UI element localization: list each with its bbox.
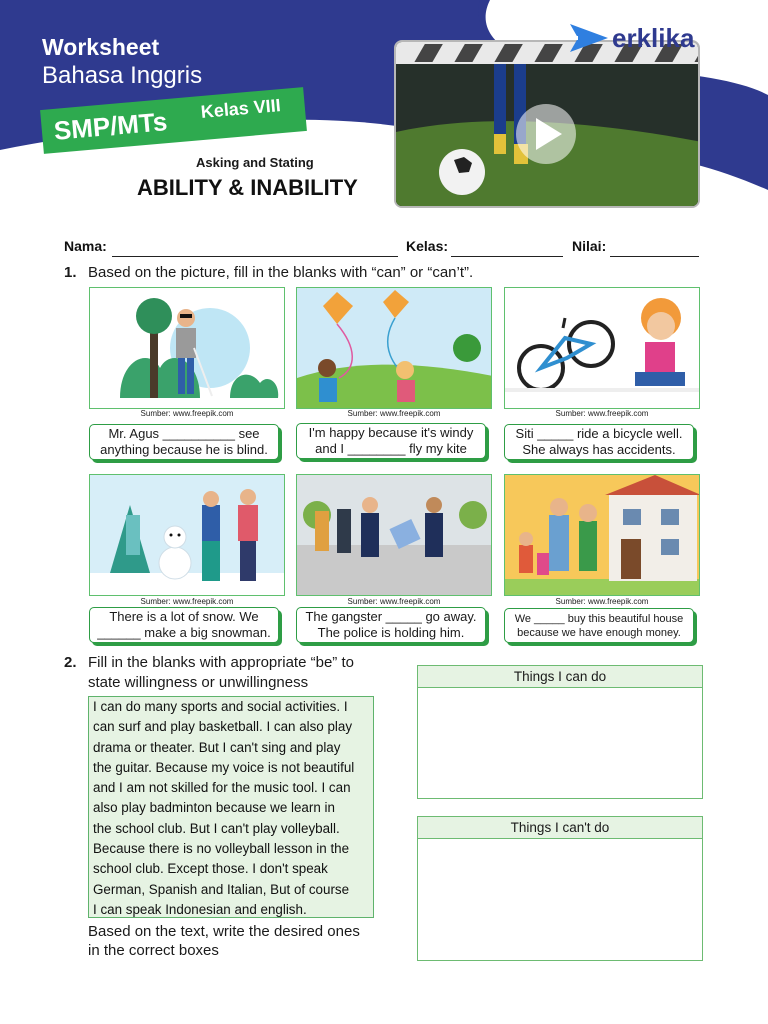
things-i-can-do-box[interactable] [417, 665, 703, 799]
soccer-scene-icon [396, 42, 700, 208]
score-label: Nilai: [572, 238, 607, 254]
picture-kite [296, 287, 492, 409]
picture-source: Sumber: www.freepik.com [140, 597, 234, 606]
brand-logo [564, 18, 694, 58]
caption-blank-1[interactable]: Mr. Agus __________ see anything because he is blind. [89, 424, 279, 460]
family-house-icon [505, 475, 700, 596]
passage-line: and I am not skilled for the music tool. I can [93, 780, 351, 796]
snowman-icon [90, 475, 285, 596]
brand-wordmark: erklika [612, 22, 695, 53]
picture-source: Sumber: www.freepik.com [555, 597, 649, 606]
picture-police [296, 474, 492, 596]
bicycle-accident-icon [505, 288, 700, 409]
picture-source: Sumber: www.freepik.com [347, 409, 441, 418]
passage-line: drama or theater. But I can't sing and play [93, 739, 341, 755]
passage-line: the school club. But I can't play volleyball. [93, 820, 340, 836]
question-2-number: 2. [64, 654, 77, 671]
picture-bicycle [504, 287, 700, 409]
picture-source: Sumber: www.freepik.com [140, 409, 234, 418]
passage-line: also play badminton because we learn in [93, 800, 335, 816]
caption-blank-4[interactable]: There is a lot of snow. We ______ make a big snowman. [89, 607, 279, 643]
subject-title: Bahasa Inggris [42, 62, 203, 89]
passage-line: I can do many sports and social activities. I [93, 699, 348, 714]
question-2-instruction-line1: Fill in the blanks with appropriate “be” to [88, 654, 354, 671]
logo-arrow-icon [564, 20, 610, 56]
kite-children-icon [297, 288, 492, 409]
things-i-cant-do-header: Things I can't do [418, 817, 702, 839]
topic-subtitle: Asking and Stating [196, 155, 314, 170]
caption-blank-2[interactable]: I'm happy because it's windy and I ________ fly my kite [296, 423, 486, 459]
worksheet-title: Worksheet [42, 34, 160, 60]
question-2-after-line1: Based on the text, write the desired ones [88, 923, 360, 940]
topic-title: ABILITY & INABILITY [137, 175, 358, 200]
level-label: SMP/MTs [52, 106, 169, 146]
caption-blank-6[interactable]: We _____ buy this beautiful house because we have enough money. [504, 608, 694, 643]
class-field[interactable] [451, 256, 563, 257]
reading-passage [88, 696, 374, 918]
question-1-number: 1. [64, 264, 77, 281]
passage-line: German, Spanish and Italian, But of course [93, 881, 350, 897]
picture-house [504, 474, 700, 596]
class-label: Kelas: [406, 238, 449, 254]
picture-source: Sumber: www.freepik.com [555, 409, 649, 418]
video-thumbnail[interactable] [394, 40, 700, 208]
grade-label: Kelas VIII [199, 95, 282, 123]
things-i-cant-do-box[interactable] [417, 816, 703, 961]
score-field[interactable] [610, 256, 699, 257]
picture-source: Sumber: www.freepik.com [347, 597, 441, 606]
caption-blank-3[interactable]: Siti _____ ride a bicycle well. She always has accidents. [504, 424, 694, 460]
question-2-after-line2: in the correct boxes [88, 942, 219, 959]
things-i-can-do-header: Things I can do [418, 666, 702, 688]
question-1-instruction: Based on the picture, fill in the blanks with “can” or “can’t”. [88, 264, 474, 281]
caption-blank-5[interactable]: The gangster _____ go away. The police is holding him. [296, 607, 486, 643]
question-2-instruction-line2: state willingness or unwillingness [88, 674, 309, 691]
name-field[interactable] [112, 256, 398, 257]
passage-line: the guitar. Because my voice is not beautiful [93, 759, 355, 775]
picture-blind-man [89, 287, 285, 409]
name-label: Nama: [64, 238, 107, 254]
passage-line: Because there is no volleyball lesson in the [93, 841, 350, 857]
passage-line: I can speak Indonesian and english. [93, 901, 307, 917]
blind-man-icon [90, 288, 285, 409]
passage-line: can surf and play basketball. I can also play [93, 719, 353, 735]
passage-line: school club. Except those. I don't speak [93, 861, 328, 877]
police-arrest-icon [297, 475, 492, 596]
picture-snowman [89, 474, 285, 596]
